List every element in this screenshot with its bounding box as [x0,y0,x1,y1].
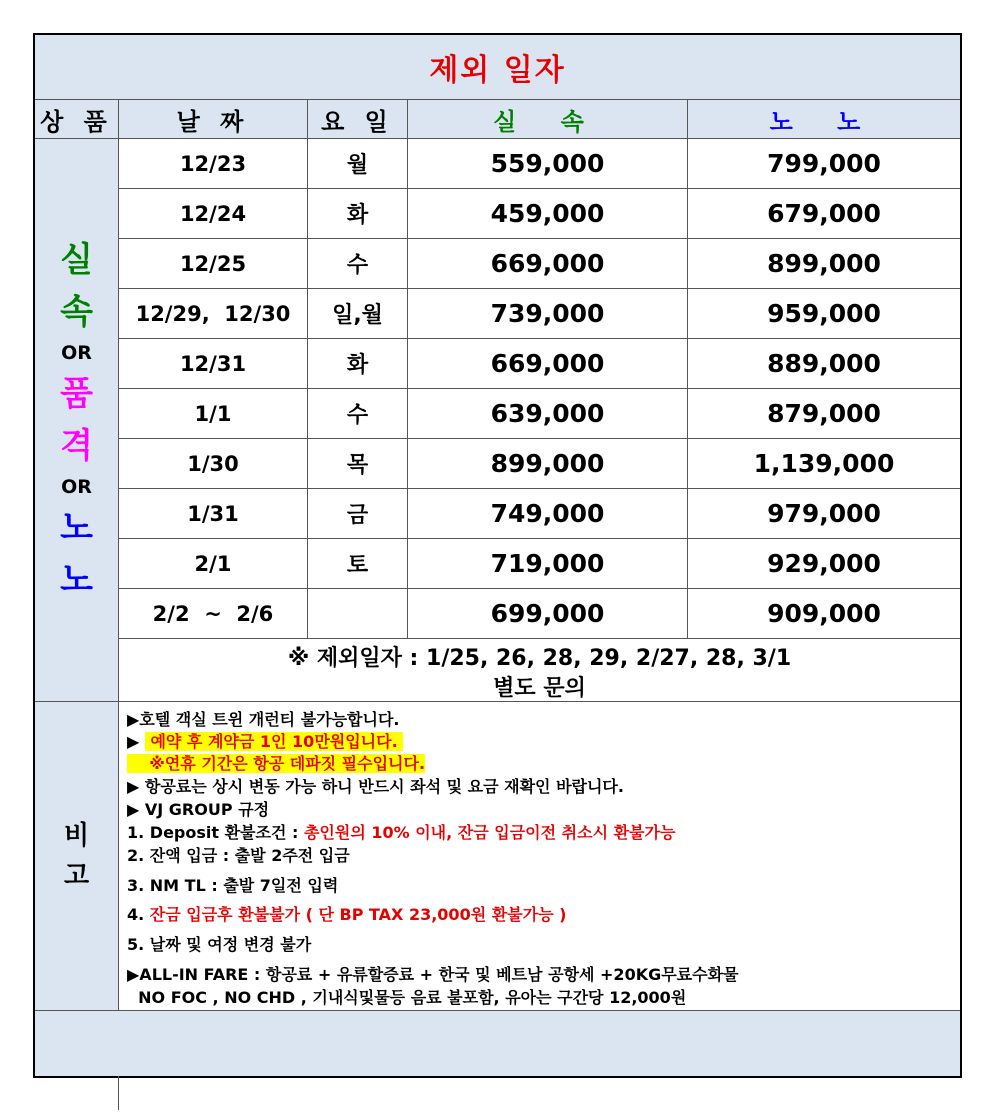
inquiry-note: 별도 문의 [493,676,586,701]
nono-price: 679,000 [767,199,881,228]
header-product: 상 품 [40,107,113,136]
remark-line [127,902,566,925]
nono-price: 889,000 [767,349,881,378]
side-pum-2: 격 [60,426,93,466]
silsok-price: 749,000 [490,499,605,528]
date-cell: 12/31 [179,351,247,376]
silsok-price: 699,000 [490,599,605,628]
header-date: 날 짜 [176,107,250,136]
day-cell: 목 [346,453,369,478]
remark-line: 3. NM TL : 출발 7일전 입력 [127,876,339,895]
no-refund-note: 잔금 입금후 환불불가 ( 단 BP TAX 23,000원 환불가능 ) [149,905,567,924]
day-cell: 토 [346,553,369,578]
day-cell: 수 [346,253,369,278]
nono-price: 1,139,000 [753,449,895,478]
header-day: 요 일 [321,107,394,136]
nono-price: 979,000 [767,499,881,528]
silsok-price: 899,000 [490,449,605,478]
remarks-label [35,702,118,1010]
date-cell: 12/29, 12/30 [135,301,291,326]
footer-band [35,1011,960,1076]
day-cell: 화 [346,203,369,228]
remark-line [127,729,403,752]
nono-price: 929,000 [767,549,881,578]
date-cell: 12/25 [179,251,247,276]
remark-line: 5. 날짜 및 여정 변경 불가 [127,935,312,954]
nono-price: 799,000 [767,149,881,178]
side-or-2: OR [61,476,92,498]
day-cell: 일,월 [332,303,383,328]
silsok-price: 669,000 [490,349,605,378]
day-cell: 월 [346,153,369,178]
side-silsok-2: 속 [60,292,93,332]
silsok-price: 459,000 [490,199,605,228]
price-sheet [33,33,962,1078]
remark-line: 2. 잔액 입금 : 출발 2주전 입금 [127,846,350,865]
nono-price: 899,000 [767,249,881,278]
day-cell [308,589,407,638]
nono-price: 959,000 [767,299,881,328]
header-silsok: 실 속 [493,107,602,136]
remark-line: ▶ALL-IN FARE : 항공료 + 유류할증료 + 한국 및 베트남 공항세 +20KG무료수화물 [127,965,739,984]
refund-condition: 총인원의 10% 이내, 잔금 입금이전 취소시 환불가능 [303,823,676,842]
remarks-label-2: 고 [63,861,90,891]
date-cell: 12/23 [179,151,247,176]
date-cell: 2/2 ~ 2/6 [152,601,274,626]
date-cell: 1/1 [194,401,232,426]
remark-prefix: 4. [127,905,150,924]
remark-prefix: ▶ [127,732,145,751]
remark-line [127,820,675,843]
side-silsok-1: 실 [60,240,93,280]
side-nono-1: 노 [60,508,93,548]
date-cell: 12/24 [179,201,247,226]
remark-line: ▶ VJ GROUP 규정 [127,800,270,819]
day-cell: 수 [346,403,369,428]
side-nono-2: 노 [60,560,93,600]
silsok-price: 559,000 [490,149,605,178]
side-or-1: OR [61,342,92,364]
remark-prefix: 1. Deposit 환불조건 : [127,823,304,842]
exclusion-dates: ※ 제외일자 : 1/25, 26, 28, 29, 2/27, 28, 3/1 [287,646,792,671]
exclusion-note-block [119,639,960,701]
page-title: 제외 일자 [35,35,960,99]
remarks-label-1: 비 [63,821,90,851]
side-pum-1: 품 [60,374,93,414]
date-cell: 2/1 [194,551,232,576]
silsok-price: 719,000 [490,549,605,578]
day-cell: 화 [346,353,369,378]
nono-price: 909,000 [767,599,881,628]
remark-line: NO FOC , NO CHD , 기내식및물등 음료 불포함, 유아는 구간당 12,000원 [127,988,687,1007]
nono-price: 879,000 [767,399,881,428]
date-cell: 1/30 [187,451,239,476]
silsok-price: 639,000 [490,399,605,428]
silsok-price: 739,000 [490,299,605,328]
day-cell: 금 [346,503,369,528]
date-cell: 1/31 [187,501,239,526]
header-nono: 노 노 [769,107,879,136]
product-label [35,139,118,701]
remark-line [127,751,425,774]
remark-line: ▶호텔 객실 트윈 개런티 불가능합니다. [127,710,400,729]
deposit-highlight: 예약 후 계약금 1인 10만원입니다. [144,732,404,751]
holiday-highlight: ※연휴 기간은 항공 데파짓 필수입니다. [127,754,426,773]
remark-line: ▶ 항공료는 상시 변동 가능 하니 반드시 좌석 및 요금 재확인 바랍니다. [127,777,624,796]
silsok-price: 669,000 [490,249,605,278]
